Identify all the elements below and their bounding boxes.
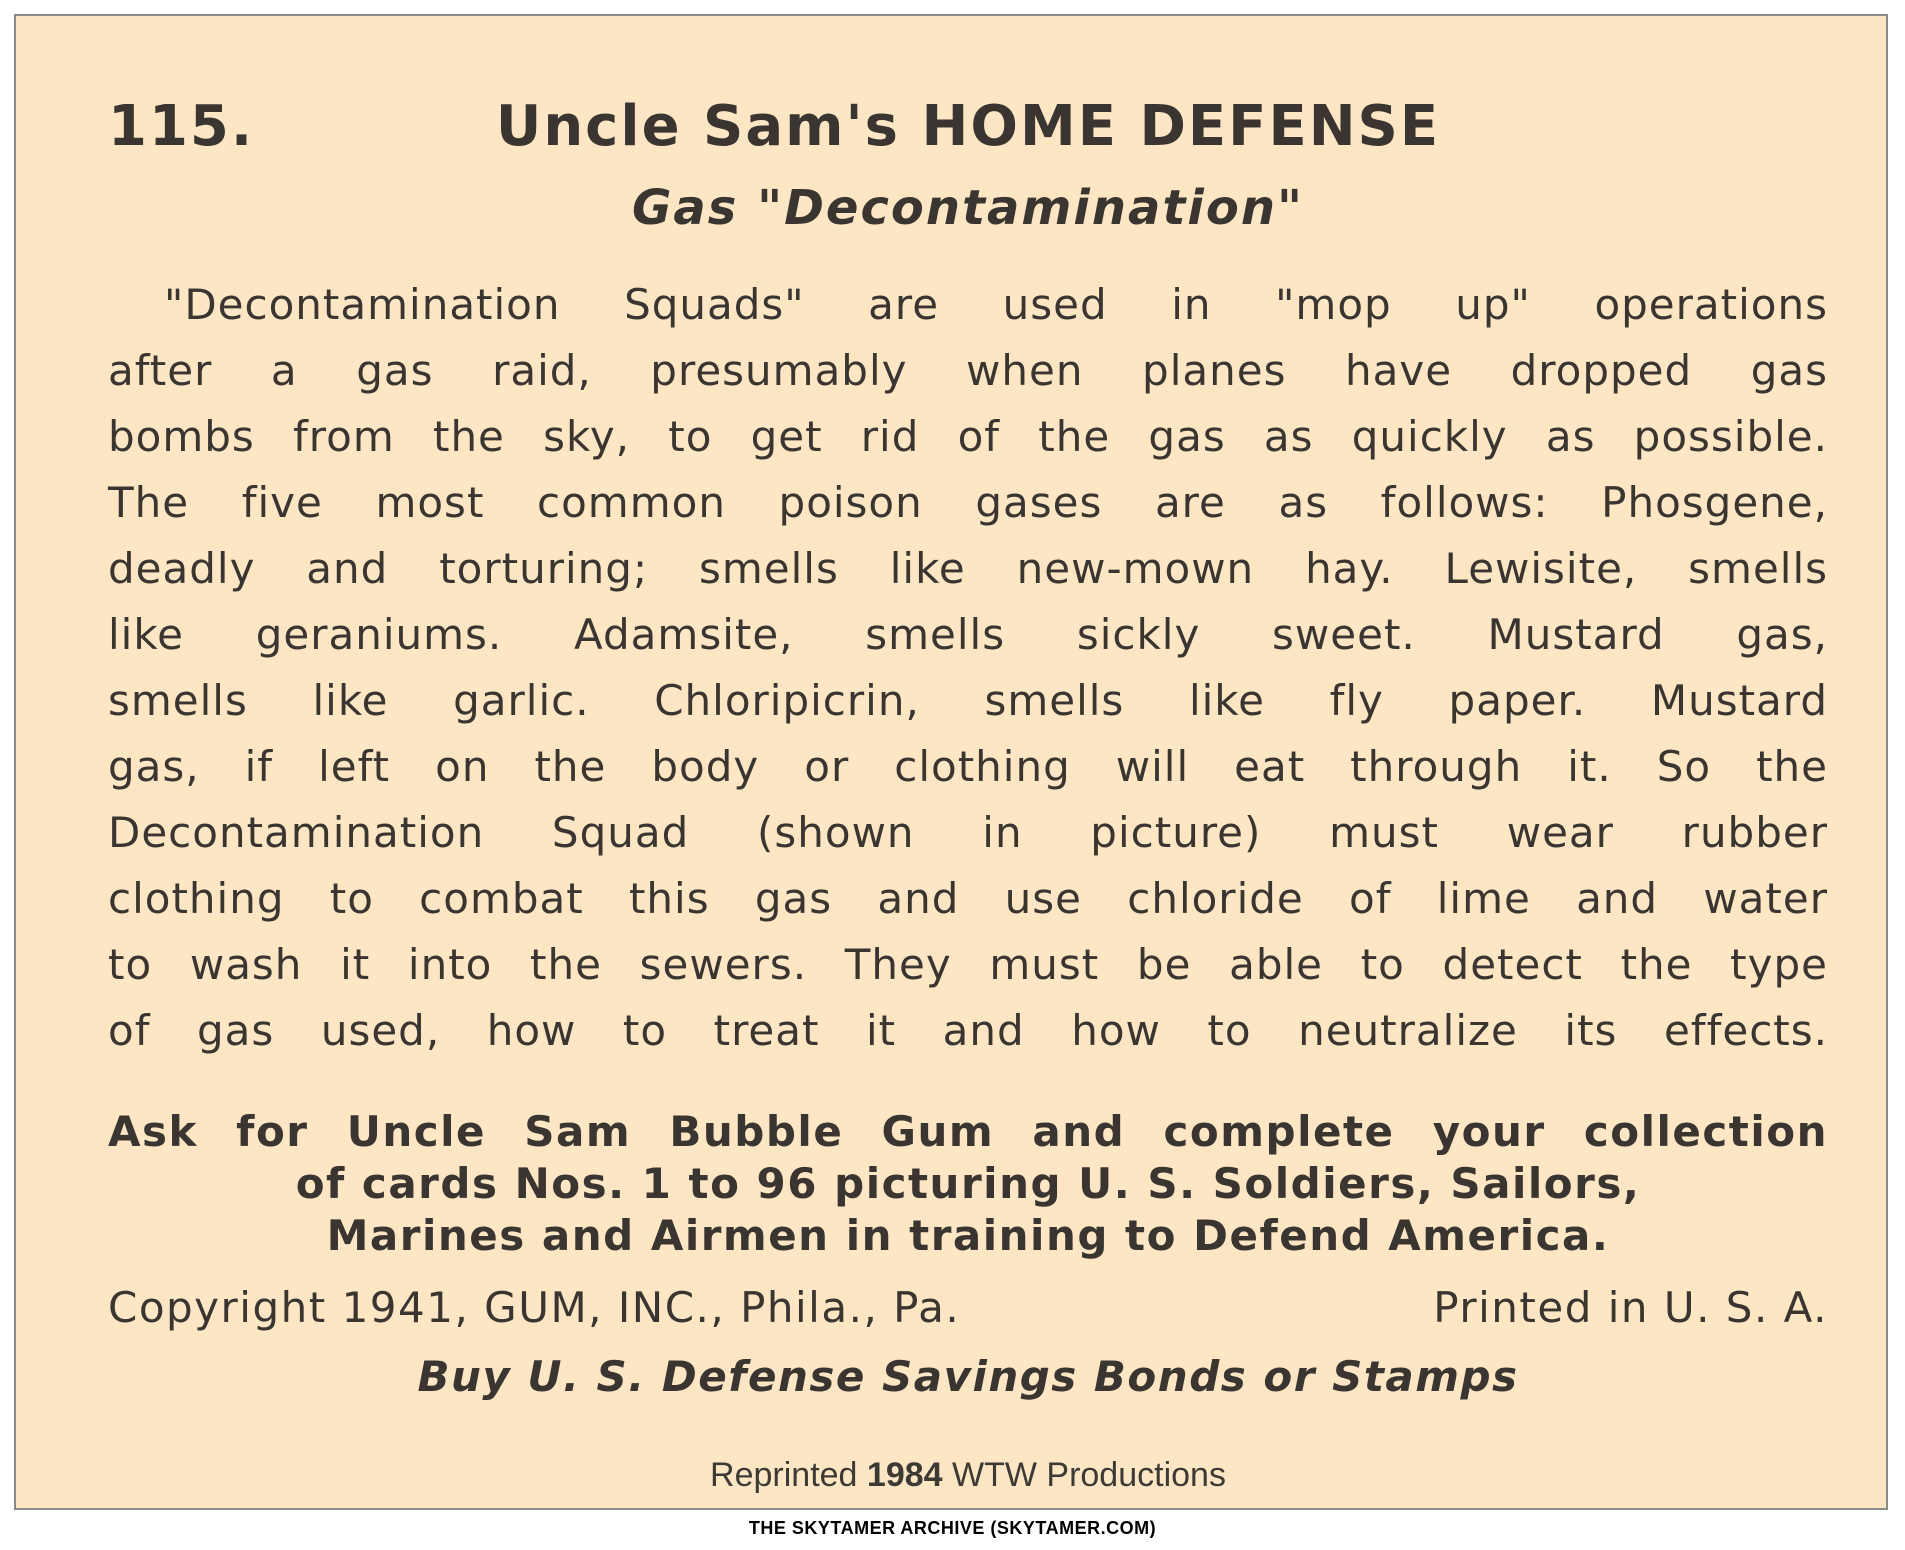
card-subtitle: Gas "Decontamination" — [632, 180, 1304, 236]
reprint-notice — [108, 1456, 1828, 1495]
archive-caption: THE SKYTAMER ARCHIVE (SKYTAMER.COM) — [748, 1518, 1157, 1538]
body-line: smells like garlic. Chloripicrin, smells like fly paper. Mustard — [108, 676, 1828, 725]
body-line: clothing to combat this gas and use chloride of lime and water — [108, 874, 1828, 923]
bonds-slogan: Buy U. S. Defense Savings Bonds or Stamps — [417, 1352, 1519, 1401]
body-line: to wash it into the sewers. They must be able to detect the type — [108, 940, 1828, 989]
card-title: Uncle Sam's HOME DEFENSE — [495, 94, 1441, 159]
card-body-text — [108, 272, 1828, 1064]
reprint-prefix: Reprinted — [710, 1456, 858, 1494]
advertisement-block — [108, 1106, 1828, 1262]
card-number: 115. — [108, 94, 255, 159]
copyright-row — [108, 1278, 1828, 1338]
reprint-publisher: WTW Productions — [952, 1456, 1226, 1494]
body-line: after a gas raid, presumably when planes have dropped gas — [108, 346, 1828, 395]
printed-in-notice: Printed in U. S. A. — [1433, 1283, 1828, 1332]
ad-line: of cards Nos. 1 to 96 picturing U. S. Soldiers, Sailors, — [295, 1159, 1641, 1208]
copyright-notice: Copyright 1941, GUM, INC., Phila., Pa. — [108, 1283, 961, 1332]
reprint-year: 1984 — [866, 1456, 943, 1494]
body-line: "Decontamination Squads" are used in "mop up" operations — [164, 280, 1828, 329]
body-line: bombs from the sky, to get rid of the gas as quickly as possible. — [108, 412, 1828, 461]
body-line: of gas used, how to treat it and how to neutralize its effects. — [108, 1006, 1828, 1055]
body-line: gas, if left on the body or clothing will eat through it. So the — [108, 742, 1828, 791]
trading-card-back — [14, 14, 1888, 1510]
body-line: deadly and torturing; smells like new-mown hay. Lewisite, smells — [108, 544, 1828, 593]
ad-line: Ask for Uncle Sam Bubble Gum and complete your collection — [108, 1107, 1828, 1156]
body-line: The five most common poison gases are as follows: Phosgene, — [108, 478, 1828, 527]
body-line: like geraniums. Adamsite, smells sickly sweet. Mustard gas, — [108, 610, 1828, 659]
body-line: Decontamination Squad (shown in picture) must wear rubber — [108, 808, 1828, 857]
ad-line: Marines and Airmen in training to Defend America. — [326, 1211, 1610, 1260]
card-header — [108, 94, 1828, 170]
